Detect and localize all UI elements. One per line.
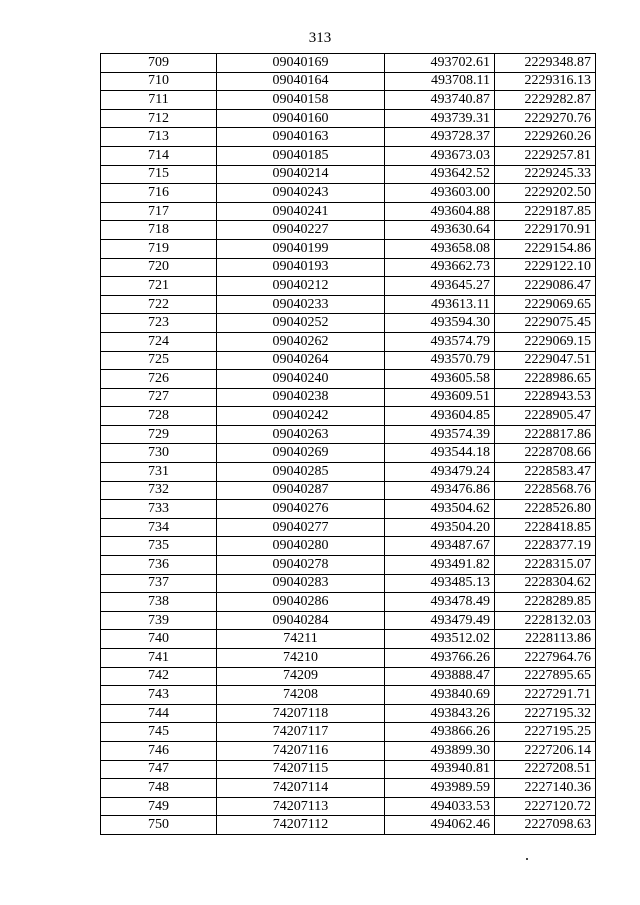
point-code-cell: 74209 xyxy=(217,667,385,686)
table-row xyxy=(101,816,596,835)
point-number-cell: 739 xyxy=(101,611,217,630)
y-coordinate-cell: 2229069.15 xyxy=(495,332,596,351)
x-coordinate-cell: 493574.79 xyxy=(385,332,495,351)
point-code-cell: 09040193 xyxy=(217,258,385,277)
point-code-cell: 09040164 xyxy=(217,72,385,91)
point-code-cell: 09040262 xyxy=(217,332,385,351)
point-code-cell: 09040285 xyxy=(217,463,385,482)
x-coordinate-cell: 493708.11 xyxy=(385,72,495,91)
point-number-cell: 721 xyxy=(101,277,217,296)
table-row xyxy=(101,649,596,668)
table-row xyxy=(101,370,596,389)
x-coordinate-cell: 493479.24 xyxy=(385,463,495,482)
point-number-cell: 713 xyxy=(101,128,217,147)
point-code-cell: 74207113 xyxy=(217,797,385,816)
point-code-cell: 09040269 xyxy=(217,444,385,463)
y-coordinate-cell: 2227098.63 xyxy=(495,816,596,835)
speck-mark xyxy=(526,858,528,860)
table-row xyxy=(101,444,596,463)
table-row xyxy=(101,425,596,444)
point-number-cell: 748 xyxy=(101,779,217,798)
point-number-cell: 729 xyxy=(101,425,217,444)
table-row xyxy=(101,463,596,482)
table-row xyxy=(101,574,596,593)
point-number-cell: 749 xyxy=(101,797,217,816)
table-row xyxy=(101,407,596,426)
point-number-cell: 745 xyxy=(101,723,217,742)
x-coordinate-cell: 493673.03 xyxy=(385,146,495,165)
point-code-cell: 09040199 xyxy=(217,239,385,258)
table-row xyxy=(101,91,596,110)
point-code-cell: 09040238 xyxy=(217,388,385,407)
point-code-cell: 74207118 xyxy=(217,704,385,723)
point-number-cell: 710 xyxy=(101,72,217,91)
point-number-cell: 719 xyxy=(101,239,217,258)
x-coordinate-cell: 493478.49 xyxy=(385,593,495,612)
table-row xyxy=(101,704,596,723)
point-code-cell: 09040158 xyxy=(217,91,385,110)
point-code-cell: 74207114 xyxy=(217,779,385,798)
point-code-cell: 74207112 xyxy=(217,816,385,835)
table-row xyxy=(101,332,596,351)
point-number-cell: 738 xyxy=(101,593,217,612)
point-number-cell: 730 xyxy=(101,444,217,463)
x-coordinate-cell: 493740.87 xyxy=(385,91,495,110)
table-row xyxy=(101,611,596,630)
y-coordinate-cell: 2229260.26 xyxy=(495,128,596,147)
x-coordinate-cell: 493940.81 xyxy=(385,760,495,779)
point-code-cell: 09040214 xyxy=(217,165,385,184)
point-number-cell: 720 xyxy=(101,258,217,277)
point-number-cell: 723 xyxy=(101,314,217,333)
point-number-cell: 733 xyxy=(101,500,217,519)
y-coordinate-cell: 2229154.86 xyxy=(495,239,596,258)
point-code-cell: 09040283 xyxy=(217,574,385,593)
x-coordinate-cell: 493739.31 xyxy=(385,109,495,128)
x-coordinate-cell: 493662.73 xyxy=(385,258,495,277)
table-row xyxy=(101,500,596,519)
table-row xyxy=(101,481,596,500)
x-coordinate-cell: 493476.86 xyxy=(385,481,495,500)
point-code-cell: 74207116 xyxy=(217,741,385,760)
y-coordinate-cell: 2227140.36 xyxy=(495,779,596,798)
point-code-cell: 09040227 xyxy=(217,221,385,240)
point-number-cell: 724 xyxy=(101,332,217,351)
table-row xyxy=(101,239,596,258)
table-row xyxy=(101,314,596,333)
table-row xyxy=(101,277,596,296)
y-coordinate-cell: 2227195.25 xyxy=(495,723,596,742)
point-code-cell: 09040212 xyxy=(217,277,385,296)
x-coordinate-cell: 493609.51 xyxy=(385,388,495,407)
point-number-cell: 735 xyxy=(101,537,217,556)
point-number-cell: 717 xyxy=(101,202,217,221)
x-coordinate-cell: 493642.52 xyxy=(385,165,495,184)
point-number-cell: 725 xyxy=(101,351,217,370)
table-row xyxy=(101,295,596,314)
table-row xyxy=(101,686,596,705)
point-number-cell: 740 xyxy=(101,630,217,649)
point-number-cell: 714 xyxy=(101,146,217,165)
y-coordinate-cell: 2228377.19 xyxy=(495,537,596,556)
table-row xyxy=(101,779,596,798)
table-row xyxy=(101,351,596,370)
x-coordinate-cell: 493728.37 xyxy=(385,128,495,147)
point-number-cell: 741 xyxy=(101,649,217,668)
point-code-cell: 74207117 xyxy=(217,723,385,742)
point-code-cell: 09040233 xyxy=(217,295,385,314)
point-number-cell: 736 xyxy=(101,556,217,575)
y-coordinate-cell: 2229075.45 xyxy=(495,314,596,333)
y-coordinate-cell: 2227206.14 xyxy=(495,741,596,760)
point-number-cell: 726 xyxy=(101,370,217,389)
y-coordinate-cell: 2229069.65 xyxy=(495,295,596,314)
page-number: 313 xyxy=(308,30,332,46)
table-row xyxy=(101,667,596,686)
point-code-cell: 09040163 xyxy=(217,128,385,147)
point-number-cell: 732 xyxy=(101,481,217,500)
x-coordinate-cell: 493766.26 xyxy=(385,649,495,668)
table-row xyxy=(101,537,596,556)
y-coordinate-cell: 2228943.53 xyxy=(495,388,596,407)
point-number-cell: 744 xyxy=(101,704,217,723)
coordinates-table xyxy=(100,53,596,835)
x-coordinate-cell: 493574.39 xyxy=(385,425,495,444)
x-coordinate-cell: 493605.58 xyxy=(385,370,495,389)
y-coordinate-cell: 2228315.07 xyxy=(495,556,596,575)
x-coordinate-cell: 493899.30 xyxy=(385,741,495,760)
point-code-cell: 09040264 xyxy=(217,351,385,370)
x-coordinate-cell: 493658.08 xyxy=(385,239,495,258)
y-coordinate-cell: 2228817.86 xyxy=(495,425,596,444)
point-number-cell: 737 xyxy=(101,574,217,593)
point-code-cell: 09040287 xyxy=(217,481,385,500)
table-row xyxy=(101,760,596,779)
table-row xyxy=(101,128,596,147)
x-coordinate-cell: 493866.26 xyxy=(385,723,495,742)
point-code-cell: 74211 xyxy=(217,630,385,649)
point-number-cell: 746 xyxy=(101,741,217,760)
point-code-cell: 09040276 xyxy=(217,500,385,519)
point-code-cell: 74208 xyxy=(217,686,385,705)
x-coordinate-cell: 493485.13 xyxy=(385,574,495,593)
point-number-cell: 709 xyxy=(101,54,217,73)
x-coordinate-cell: 493604.85 xyxy=(385,407,495,426)
point-code-cell: 09040278 xyxy=(217,556,385,575)
table-row xyxy=(101,556,596,575)
y-coordinate-cell: 2229086.47 xyxy=(495,277,596,296)
table-row xyxy=(101,146,596,165)
point-code-cell: 09040185 xyxy=(217,146,385,165)
point-number-cell: 727 xyxy=(101,388,217,407)
table-row xyxy=(101,109,596,128)
point-code-cell: 09040252 xyxy=(217,314,385,333)
point-number-cell: 712 xyxy=(101,109,217,128)
point-number-cell: 747 xyxy=(101,760,217,779)
x-coordinate-cell: 493570.79 xyxy=(385,351,495,370)
table-row xyxy=(101,165,596,184)
y-coordinate-cell: 2229270.76 xyxy=(495,109,596,128)
y-coordinate-cell: 2227895.65 xyxy=(495,667,596,686)
y-coordinate-cell: 2228113.86 xyxy=(495,630,596,649)
x-coordinate-cell: 493504.20 xyxy=(385,518,495,537)
x-coordinate-cell: 493604.88 xyxy=(385,202,495,221)
x-coordinate-cell: 493504.62 xyxy=(385,500,495,519)
point-code-cell: 09040277 xyxy=(217,518,385,537)
x-coordinate-cell: 493645.27 xyxy=(385,277,495,296)
x-coordinate-cell: 494033.53 xyxy=(385,797,495,816)
y-coordinate-cell: 2228304.62 xyxy=(495,574,596,593)
table-row xyxy=(101,72,596,91)
y-coordinate-cell: 2229122.10 xyxy=(495,258,596,277)
y-coordinate-cell: 2229348.87 xyxy=(495,54,596,73)
y-coordinate-cell: 2228905.47 xyxy=(495,407,596,426)
point-number-cell: 711 xyxy=(101,91,217,110)
point-number-cell: 728 xyxy=(101,407,217,426)
x-coordinate-cell: 493487.67 xyxy=(385,537,495,556)
point-number-cell: 742 xyxy=(101,667,217,686)
point-code-cell: 74210 xyxy=(217,649,385,668)
y-coordinate-cell: 2228986.65 xyxy=(495,370,596,389)
y-coordinate-cell: 2229187.85 xyxy=(495,202,596,221)
x-coordinate-cell: 493702.61 xyxy=(385,54,495,73)
point-code-cell: 09040243 xyxy=(217,184,385,203)
y-coordinate-cell: 2229170.91 xyxy=(495,221,596,240)
x-coordinate-cell: 493989.59 xyxy=(385,779,495,798)
point-number-cell: 734 xyxy=(101,518,217,537)
table-row xyxy=(101,258,596,277)
y-coordinate-cell: 2229202.50 xyxy=(495,184,596,203)
table-row xyxy=(101,630,596,649)
y-coordinate-cell: 2227964.76 xyxy=(495,649,596,668)
point-number-cell: 718 xyxy=(101,221,217,240)
x-coordinate-cell: 493843.26 xyxy=(385,704,495,723)
y-coordinate-cell: 2227195.32 xyxy=(495,704,596,723)
point-code-cell: 09040169 xyxy=(217,54,385,73)
point-code-cell: 09040280 xyxy=(217,537,385,556)
x-coordinate-cell: 493479.49 xyxy=(385,611,495,630)
table-row xyxy=(101,741,596,760)
point-number-cell: 731 xyxy=(101,463,217,482)
y-coordinate-cell: 2228289.85 xyxy=(495,593,596,612)
x-coordinate-cell: 493544.18 xyxy=(385,444,495,463)
table-row xyxy=(101,723,596,742)
y-coordinate-cell: 2229316.13 xyxy=(495,72,596,91)
x-coordinate-cell: 493512.02 xyxy=(385,630,495,649)
point-code-cell: 09040240 xyxy=(217,370,385,389)
y-coordinate-cell: 2229282.87 xyxy=(495,91,596,110)
x-coordinate-cell: 493888.47 xyxy=(385,667,495,686)
x-coordinate-cell: 493613.11 xyxy=(385,295,495,314)
y-coordinate-cell: 2227291.71 xyxy=(495,686,596,705)
point-number-cell: 750 xyxy=(101,816,217,835)
x-coordinate-cell: 493594.30 xyxy=(385,314,495,333)
y-coordinate-cell: 2228132.03 xyxy=(495,611,596,630)
point-code-cell: 09040242 xyxy=(217,407,385,426)
y-coordinate-cell: 2228583.47 xyxy=(495,463,596,482)
coordinates-table-body xyxy=(101,54,596,835)
y-coordinate-cell: 2229257.81 xyxy=(495,146,596,165)
table-row xyxy=(101,54,596,73)
y-coordinate-cell: 2227120.72 xyxy=(495,797,596,816)
x-coordinate-cell: 493603.00 xyxy=(385,184,495,203)
table-row xyxy=(101,518,596,537)
x-coordinate-cell: 493491.82 xyxy=(385,556,495,575)
x-coordinate-cell: 493840.69 xyxy=(385,686,495,705)
y-coordinate-cell: 2228418.85 xyxy=(495,518,596,537)
x-coordinate-cell: 494062.46 xyxy=(385,816,495,835)
table-row xyxy=(101,593,596,612)
table-row xyxy=(101,221,596,240)
point-code-cell: 09040263 xyxy=(217,425,385,444)
point-number-cell: 722 xyxy=(101,295,217,314)
point-number-cell: 743 xyxy=(101,686,217,705)
y-coordinate-cell: 2229245.33 xyxy=(495,165,596,184)
y-coordinate-cell: 2228708.66 xyxy=(495,444,596,463)
point-number-cell: 715 xyxy=(101,165,217,184)
point-code-cell: 09040160 xyxy=(217,109,385,128)
y-coordinate-cell: 2229047.51 xyxy=(495,351,596,370)
point-code-cell: 09040241 xyxy=(217,202,385,221)
point-code-cell: 09040286 xyxy=(217,593,385,612)
y-coordinate-cell: 2228526.80 xyxy=(495,500,596,519)
x-coordinate-cell: 493630.64 xyxy=(385,221,495,240)
point-code-cell: 09040284 xyxy=(217,611,385,630)
table-row xyxy=(101,184,596,203)
table-row xyxy=(101,202,596,221)
table-row xyxy=(101,797,596,816)
y-coordinate-cell: 2227208.51 xyxy=(495,760,596,779)
point-number-cell: 716 xyxy=(101,184,217,203)
table-row xyxy=(101,388,596,407)
point-code-cell: 74207115 xyxy=(217,760,385,779)
y-coordinate-cell: 2228568.76 xyxy=(495,481,596,500)
